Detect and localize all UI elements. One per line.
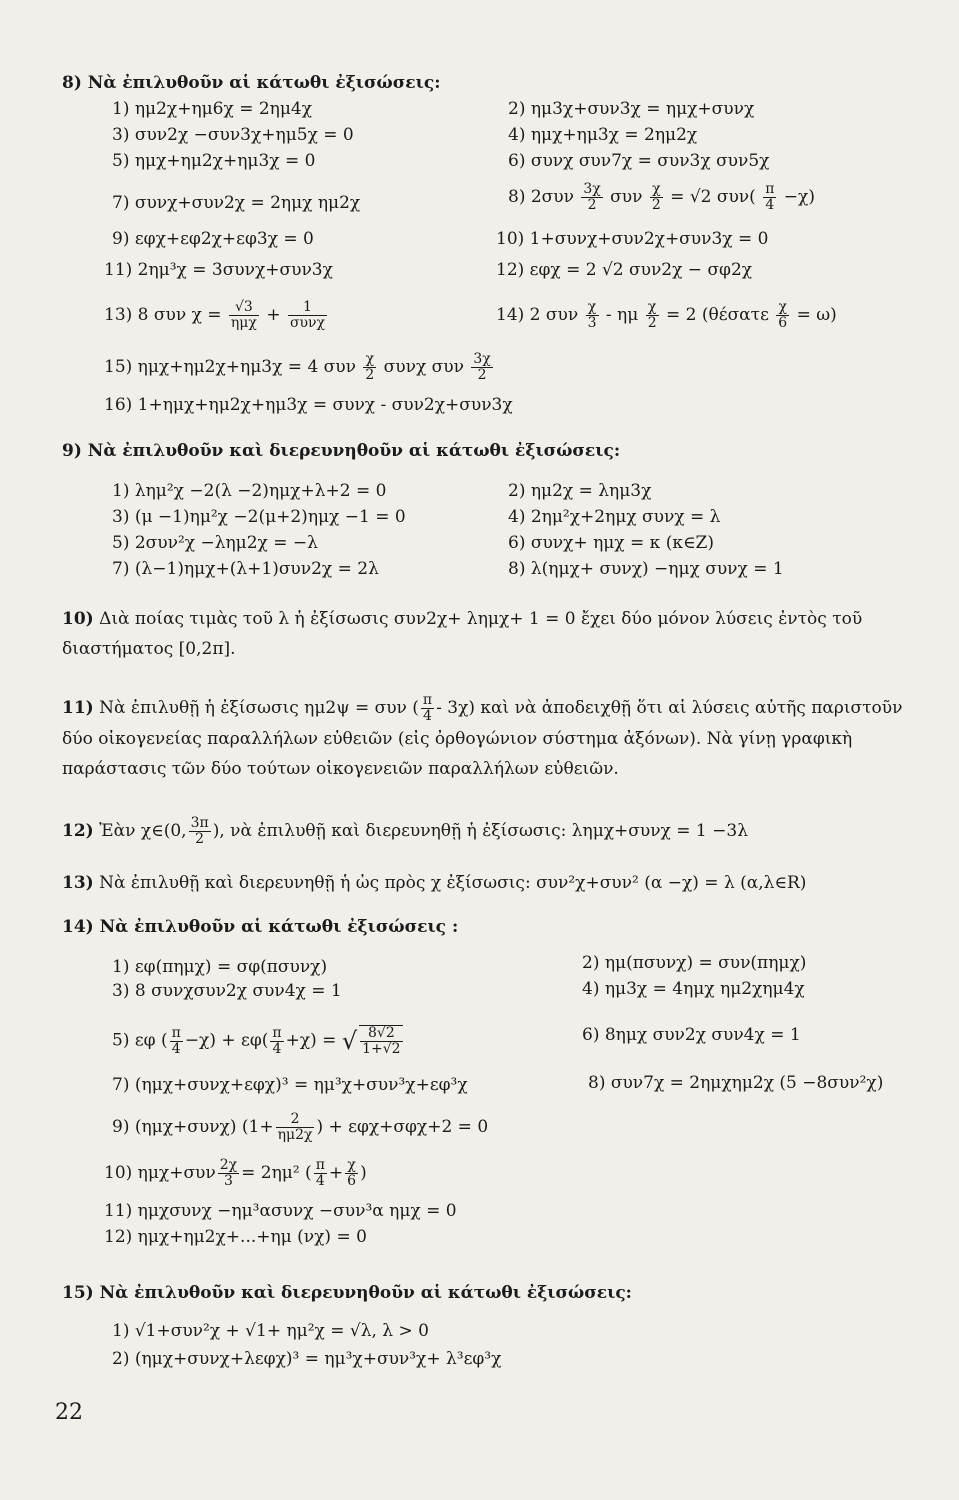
ex14-eq12: 12) ημχ+ημ2χ+...+ημ (νχ) = 0	[104, 1227, 367, 1247]
ex14-eq1: 1) εφ(πημχ) = σφ(πσυνχ)	[112, 957, 328, 977]
ex14-eq11: 11) ημχσυνχ −ημ³ασυνχ −συν³α ημχ = 0	[104, 1201, 457, 1221]
ex9-eq3: 3) (μ −1)ημ²χ −2(μ+2)ημχ −1 = 0	[112, 507, 406, 527]
ex14-eq8: 8) συν7χ = 2ημχημ2χ (5 −8συν²χ)	[588, 1073, 884, 1093]
ex8-eq3: 3) συν2χ −συν3χ+ημ5χ = 0	[112, 125, 354, 145]
ex8-eq2: 2) ημ3χ+συν3χ = ημχ+συνχ	[508, 99, 755, 119]
ex9-header: 9) Νὰ ἐπιλυθοῦν καὶ διερευνηθοῦν αἱ κάτωθι ἐξισώσεις:	[62, 441, 621, 461]
ex12-text: 12) Ἐὰν χ∈(0, $\frac{3\pi}{2}$ ), νὰ ἐπιλυθῇ καὶ διερευνηθῇ ἡ ἐξίσωσις: λημχ+συνχ = 1 −3λ	[62, 815, 748, 847]
ex14-header: 14) Νὰ ἐπιλυθοῦν αἱ κάτωθι ἐξισώσεις :	[62, 917, 459, 937]
ex8-eq10: 10) 1+συνχ+συν2χ+συν3χ = 0	[496, 229, 769, 249]
ex14-eq6: 6) 8ημχ συν2χ συν4χ = 1	[582, 1025, 801, 1045]
ex9-eq6: 6) συνχ+ ημχ = κ (κ∈Z)	[508, 533, 714, 553]
ex9-eq2: 2) ημ2χ = λημ3χ	[508, 481, 652, 501]
ex13-text: 13) Νὰ ἐπιλυθῇ καὶ διερευνηθῇ ἡ ὡς πρὸς χ ἐξίσωσις: συν²χ+συν² (α −χ) = λ (α,λ∈R)	[62, 873, 807, 893]
ex8-header: 8) Νὰ ἐπιλυθοῦν αἱ κάτωθι ἐξισώσεις:	[62, 73, 441, 93]
ex14-eq5: 5) εφ ( $\frac{\pi}{4}$ −χ) + εφ( $\frac{\pi}{4}$ +χ) = √ $\frac{8√2}{1+√2}$	[112, 1024, 401, 1057]
ex14-eq10: 10) ημχ+συν $\frac{2\chi}{3}$ = 2ημ² ( $\frac{\pi}{4}$ + $\frac{\chi}{6}$ )	[104, 1157, 367, 1189]
ex14-eq9: 9) (ημχ+συνχ) (1+ $\frac{2}{\eta\mu 2\chi}$ ) + εφχ+σφχ+2 = 0	[112, 1111, 489, 1143]
ex9-eq8: 8) λ(ημχ+ συνχ) −ημχ συνχ = 1	[508, 559, 784, 579]
ex9-eq1: 1) λημ²χ −2(λ −2)ημχ+λ+2 = 0	[112, 481, 387, 501]
ex15-eq1: 1) √1+συν²χ + √1+ ημ²χ = √λ, λ > 0	[112, 1321, 429, 1341]
ex8-eq15: 15) ημχ+ημ2χ+ημ3χ = 4 συν $\frac{\chi}{2}$ συνχ συν $\frac{3\chi}{2}$	[104, 351, 491, 383]
ex8-eq1: 1) ημ2χ+ημ6χ = 2ημ4χ	[112, 99, 313, 119]
ex8-eq4: 4) ημχ+ημ3χ = 2ημ2χ	[508, 125, 698, 145]
ex10-text: 10) Διὰ ποίας τιμὰς τοῦ λ ἡ ἐξίσωσις συν2χ+ λημχ+ 1 = 0 ἔχει δύο μόνον λύσεις ἐντὸς τοῦ διαστήματος [0,2π].	[62, 609, 863, 659]
ex8-eq16: 16) 1+ημχ+ημ2χ+ημ3χ = συνχ - συν2χ+συν3χ	[104, 395, 513, 415]
ex8-eq13: 13) 8 συν χ = √3 ημχ + 1 συνχ	[104, 299, 326, 331]
page-number: 22	[55, 1400, 83, 1425]
ex8-eq12: 12) εφχ = 2 √2 συν2χ − σφ2χ	[496, 260, 753, 280]
ex8-eq6: 6) συνχ συν7χ = συν3χ συν5χ	[508, 151, 770, 171]
ex8-eq8: 8) 2συν $\frac{3\chi}{2}$ συν $\frac{\chi}{2}$ = √2 συν( $\frac{\pi}{4}$ −χ)	[508, 181, 815, 213]
ex9-eq7: 7) (λ−1)ημχ+(λ+1)συν2χ = 2λ	[112, 559, 379, 579]
ex14-eq4: 4) ημ3χ = 4ημχ ημ2χημ4χ	[582, 979, 805, 999]
ex8-eq14: 14) 2 συν $\frac{\chi}{3}$ - ημ $\frac{\chi}{2}$ = 2 (θέσατε $\frac{\chi}{6}$ = ω)	[496, 299, 837, 331]
ex9-eq5: 5) 2συν²χ −λημ2χ = −λ	[112, 533, 318, 553]
sqrt-sign-icon: √	[341, 1027, 358, 1055]
ex9-eq4: 4) 2ημ²χ+2ημχ συνχ = λ	[508, 507, 721, 527]
ex15-eq2: 2) (ημχ+συνχ+λεφχ)³ = ημ³χ+συν³χ+ λ³εφ³χ	[112, 1349, 502, 1369]
ex11-text: 11) Νὰ ἐπιλυθῇ ἡ ἐξίσωσις ημ2ψ = συν ( $\frac{\pi}{4}$ - 3χ) καὶ νὰ ἀποδειχθῇ ὅτι αἱ λύσεις αὐτῆς παριστοῦν δύο οἰκογενείας παραλλήλων εὐθειῶν (εἰς ὀρθογώνιον σύστημα ἀξόνων). Νὰ γίνῃ γραφικὴ παράστασις τῶν δύο τούτων οἰκογενειῶν παραλλήλων εὐθειῶν.	[62, 692, 903, 779]
ex14-eq2: 2) ημ(πσυνχ) = συν(πημχ)	[582, 953, 807, 973]
ex8-eq11: 11) 2ημ³χ = 3συνχ+συν3χ	[104, 260, 333, 280]
ex14-eq7: 7) (ημχ+συνχ+εφχ)³ = ημ³χ+συν³χ+εφ³χ	[112, 1075, 468, 1095]
ex8-eq5: 5) ημχ+ημ2χ+ημ3χ = 0	[112, 151, 316, 171]
ex14-eq3: 3) 8 συνχσυν2χ συν4χ = 1	[112, 981, 342, 1001]
ex15-header: 15) Νὰ ἐπιλυθοῦν καὶ διερευνηθοῦν αἱ κάτωθι ἐξισώσεις:	[62, 1283, 632, 1303]
ex8-eq9: 9) εφχ+εφ2χ+εφ3χ = 0	[112, 229, 314, 249]
ex8-eq7: 7) συνχ+συν2χ = 2ημχ ημ2χ	[112, 193, 361, 213]
